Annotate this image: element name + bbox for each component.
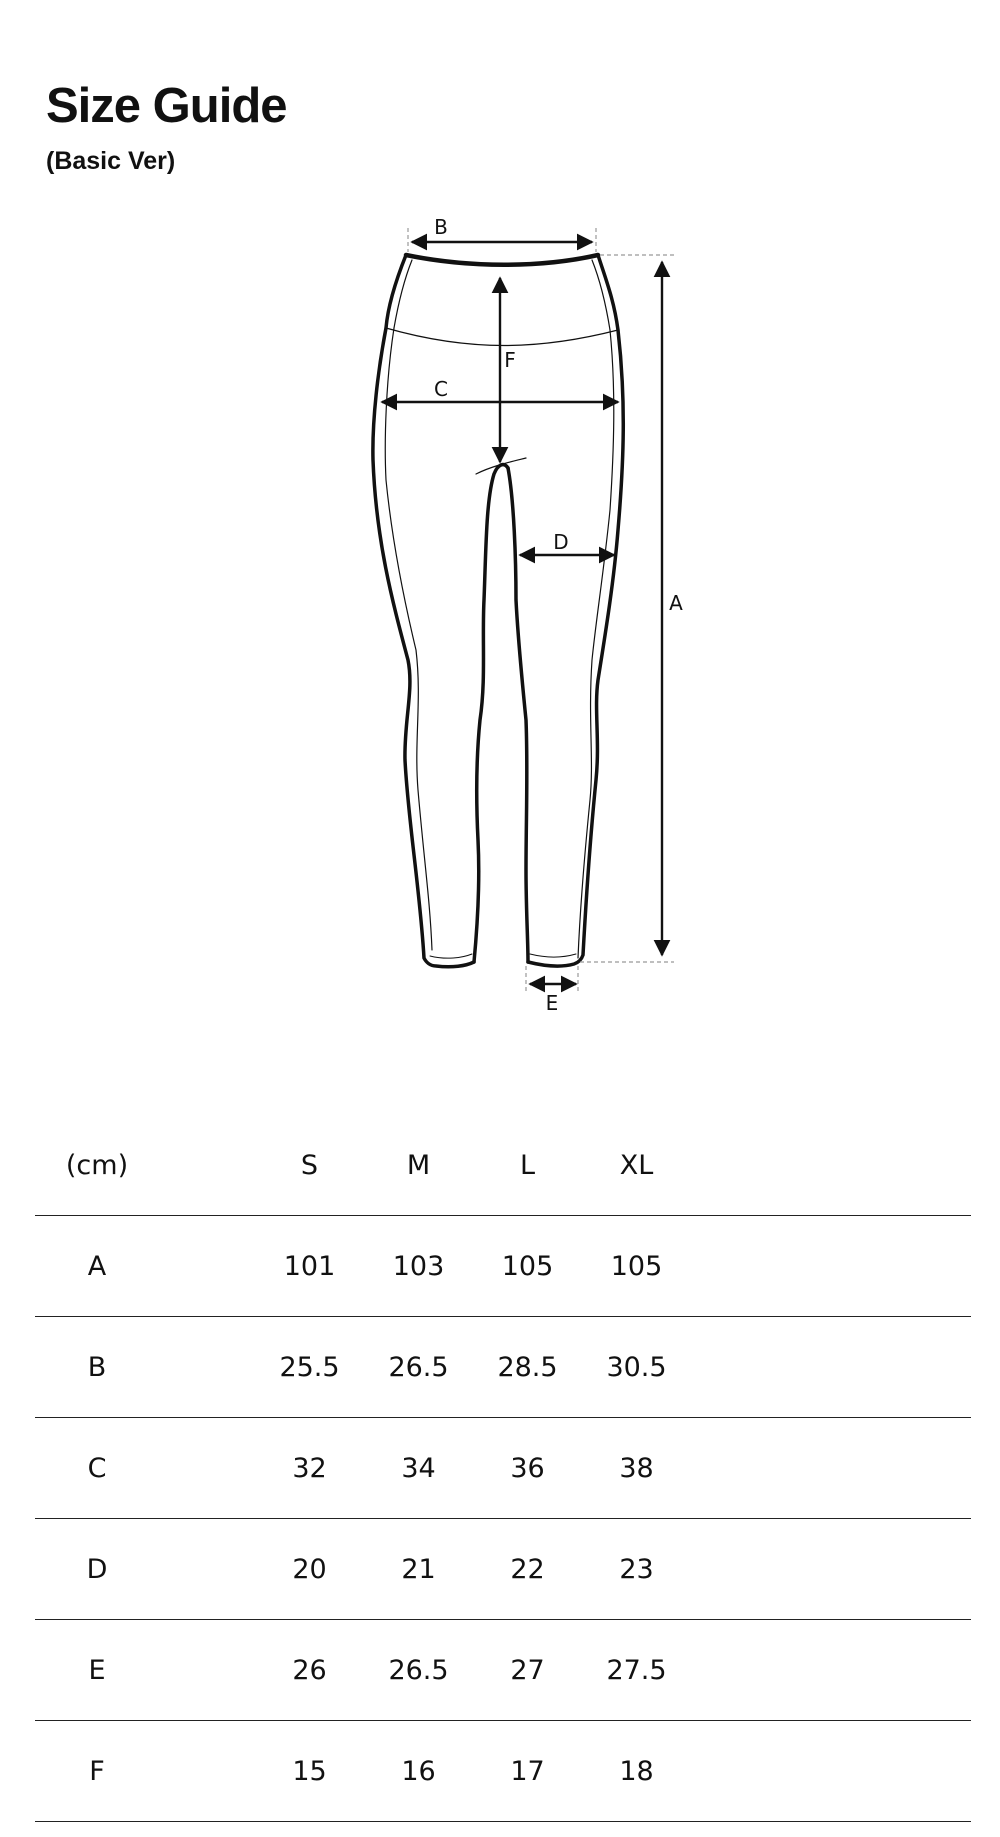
row-label: F [89,1755,105,1787]
size-table-header [35,1115,971,1215]
measurement-guides [408,228,674,992]
cell-value: 101 [283,1250,336,1282]
page-title: Size Guide [46,79,287,133]
size-column-s: S [300,1149,319,1181]
size-column-l: L [519,1149,536,1181]
cell-value: 20 [292,1553,327,1585]
cell-value: 30.5 [606,1351,667,1383]
right-leg-inner [508,468,528,962]
row-label: E [88,1654,106,1686]
cell-value: 22 [510,1553,545,1585]
cell-value: 105 [610,1250,663,1282]
right-leg-outer [528,255,623,966]
cell-value: 26.5 [388,1654,449,1686]
size-column-m: M [406,1149,431,1181]
left-leg-inner [474,465,508,962]
cell-value: 34 [401,1452,436,1484]
cell-value: 23 [619,1553,654,1585]
left-seam [385,328,432,950]
right-hem-line [530,954,576,957]
left-leg-outer [373,255,474,967]
left-hem-line [430,954,472,958]
cell-value: 27 [510,1654,545,1686]
cell-value: 25.5 [279,1351,340,1383]
table-row [35,1720,971,1822]
cell-value: 32 [292,1452,327,1484]
cell-value: 38 [619,1452,654,1484]
cell-value: 18 [619,1755,654,1787]
cell-value: 105 [501,1250,554,1282]
size-column-xl: XL [619,1149,654,1181]
size-table [35,1115,971,1822]
cell-value: 27.5 [606,1654,667,1686]
page-subtitle: (Basic Ver) [46,147,176,175]
table-row [35,1619,971,1720]
label-f: F [504,348,516,372]
cell-value: 103 [392,1250,445,1282]
waistband-side-left [394,260,412,328]
table-row [35,1518,971,1619]
leggings-measurement-diagram [0,215,1000,1025]
waistband-side-right [592,260,610,330]
table-row [35,1316,971,1417]
leggings-outline [373,255,623,967]
label-a: A [669,591,683,615]
label-b: B [434,215,448,239]
cell-value: 28.5 [497,1351,558,1383]
table-row [35,1215,971,1316]
cell-value: 26 [292,1654,327,1686]
label-d: D [553,530,569,554]
cell-value: 26.5 [388,1351,449,1383]
cell-value: 17 [510,1755,545,1787]
cell-value: 16 [401,1755,436,1787]
cell-value: 21 [401,1553,436,1585]
row-label: A [87,1250,107,1282]
row-label: C [87,1452,107,1484]
table-row [35,1417,971,1518]
waistband-bottom [386,328,618,346]
label-c: C [434,377,448,401]
row-label: D [86,1553,108,1585]
unit-label: (cm) [65,1149,129,1181]
cell-value: 15 [292,1755,327,1787]
cell-value: 36 [510,1452,545,1484]
label-e: E [545,991,559,1015]
right-seam [578,330,614,958]
waistband-top [406,255,598,265]
row-label: B [87,1351,107,1383]
